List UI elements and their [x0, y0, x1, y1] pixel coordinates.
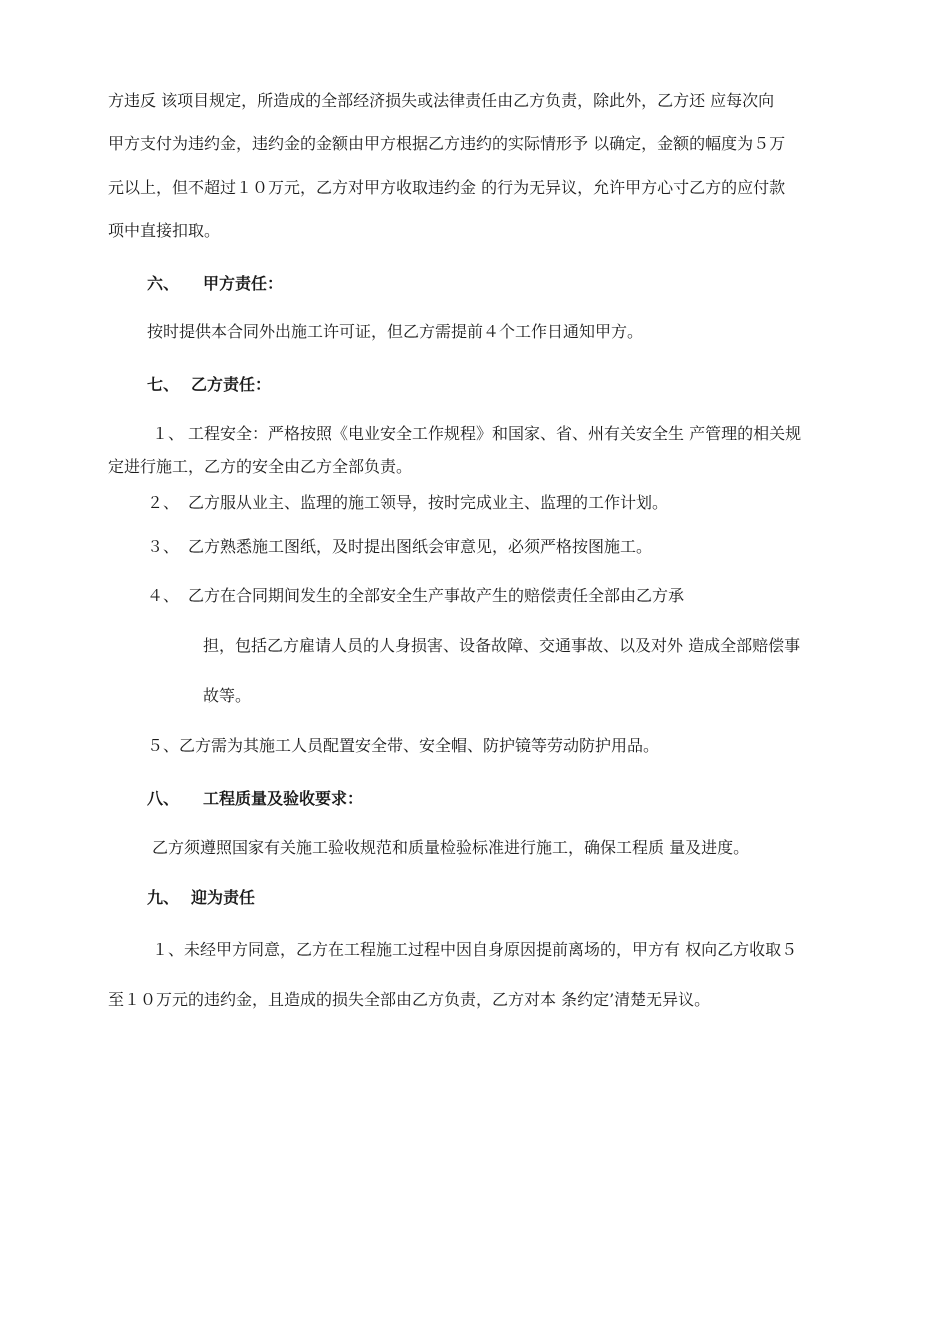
section-7-item-4-line-3: 故等。 — [203, 686, 252, 705]
section-8-title: 工程质量及验收要求： — [203, 789, 364, 808]
section-9-line-2: 至１０万元的违约金，且造成的损失全部由乙方负责，乙方对本 条约定’清楚无异议。 — [108, 990, 711, 1009]
intro-line-2: 甲方支付为违约金，违约金的金额由甲方根据乙方违约的实际情形予 以确定，金额的幅度为５万 — [108, 134, 786, 153]
section-7-item-1-line-1: 工程安全：严格按照《电业安全工作规程》和国家、省、州有关安全生 产管理的相关规 — [188, 424, 802, 443]
section-8-body: 乙方须遵照国家有关施工验收规范和质量检验标准进行施工，确保工程质 量及进度。 — [152, 838, 750, 857]
section-7-item-1-number: １、 — [152, 424, 185, 443]
section-8-number: 八、 — [147, 789, 180, 808]
section-7-item-4-line-2: 担，包括乙方雇请人员的人身损害、设备故障、交通事故、以及对外 造成全部赔偿事 — [203, 636, 801, 655]
intro-line-4: 项中直接扣取。 — [108, 221, 221, 240]
intro-line-1: 方违反 该项目规定，所造成的全部经济损失或法律责任由乙方负责，除此外，乙方还 应每次向 — [108, 91, 775, 110]
section-7-item-5-text: ５、乙方需为其施工人员配置安全带、安全帽、防护镜等劳动防护用品。 — [147, 736, 660, 755]
section-7-item-3-number: ３、 — [147, 537, 180, 556]
intro-line-3: 元以上，但不超过１０万元，乙方对甲方收取违约金 的行为无异议，允许甲方心寸乙方的应付款 — [108, 178, 786, 197]
section-6-body: 按时提供本合同外出施工许可证，但乙方需提前４个工作日通知甲方。 — [147, 322, 644, 341]
section-9-title: 迎为责任 — [191, 888, 256, 907]
section-7-title: 乙方责任： — [191, 375, 272, 394]
section-6-title: 甲方责任： — [203, 274, 284, 293]
section-7-item-3-text: 乙方熟悉施工图纸，及时提出图纸会审意见，必须严格按图施工。 — [188, 537, 653, 556]
section-7-number: 七、 — [147, 375, 180, 394]
section-7-item-4-line-1: 乙方在合同期间发生的全部安全生产事故产生的赔偿责任全部由乙方承 — [188, 586, 685, 605]
section-6-number: 六、 — [147, 274, 180, 293]
section-9-number: 九、 — [147, 888, 180, 907]
section-7-item-4-number: ４、 — [147, 586, 180, 605]
section-9-line-1: １、未经甲方同意，乙方在工程施工过程中因自身原因提前离场的，甲方有 权向乙方收取５ — [152, 940, 798, 959]
section-7-item-2-number: ２、 — [147, 493, 180, 512]
section-7-item-2-text: 乙方服从业主、监理的施工领导，按时完成业主、监理的工作计划。 — [188, 493, 669, 512]
section-7-item-1-line-2: 定进行施工，乙方的安全由乙方全部负责。 — [108, 457, 413, 476]
